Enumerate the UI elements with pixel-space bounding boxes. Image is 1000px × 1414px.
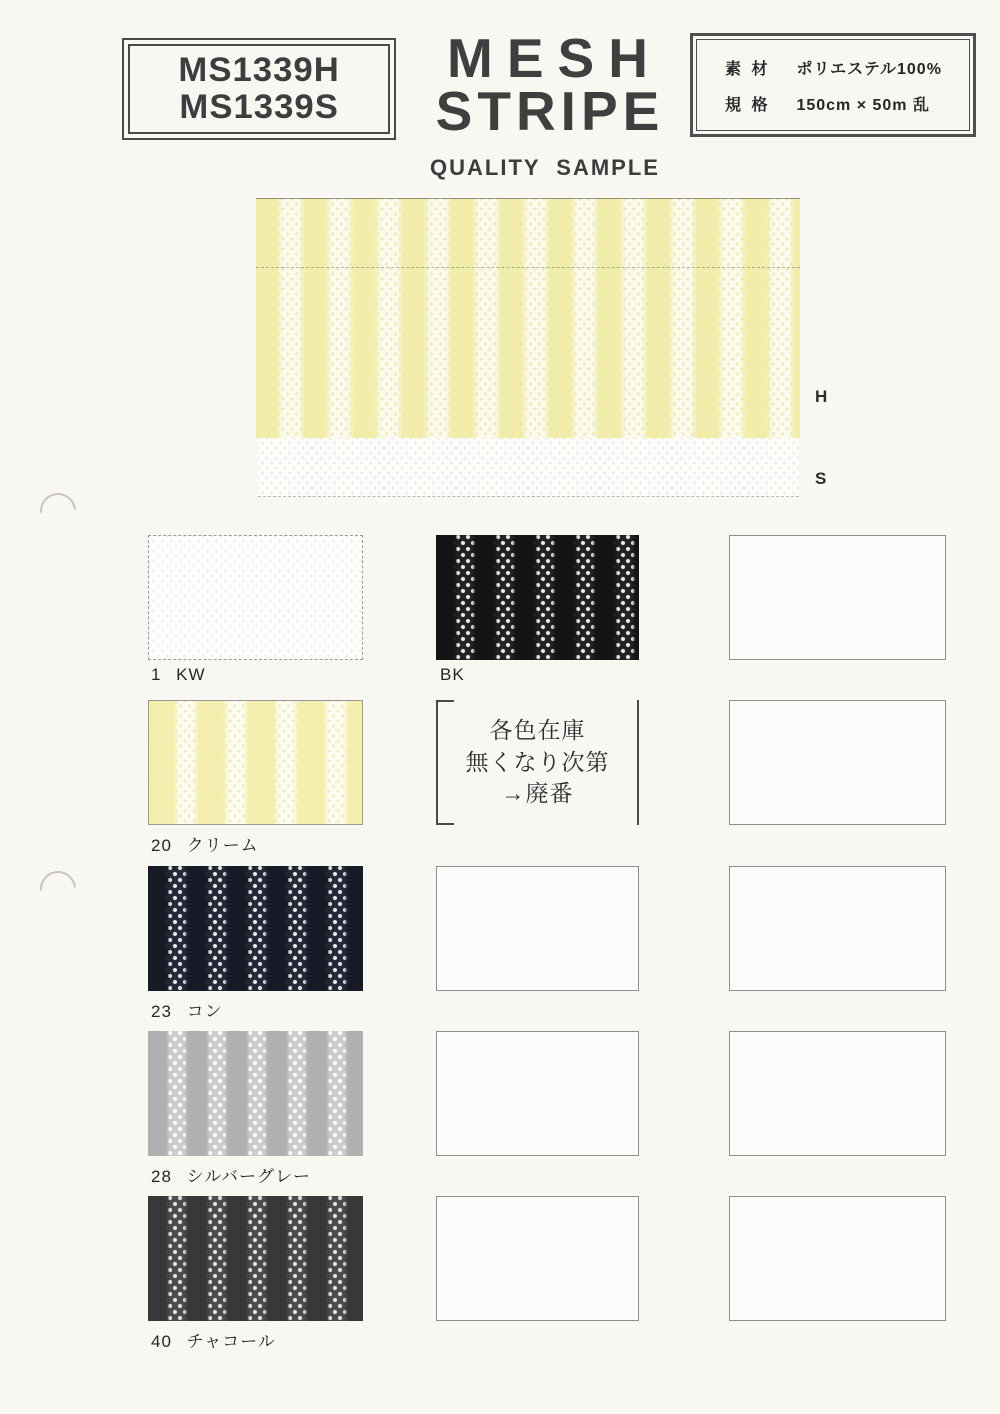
spec-box (690, 33, 976, 137)
main-sample-s-fabric (258, 438, 799, 497)
spec-row-material (725, 56, 969, 79)
empty-sample-box (729, 700, 946, 825)
main-sample-h-fabric (256, 198, 800, 438)
sample-s-label: S (815, 469, 827, 488)
empty-sample-box (436, 1031, 639, 1156)
page-title-line1: MESH (447, 27, 662, 89)
swatch-label-silver-gray: 28 シルバーグレー (151, 1167, 312, 1186)
product-code-h: MS1339H (178, 50, 340, 89)
swatch-bk (436, 535, 639, 660)
product-code-box-inner (128, 44, 390, 134)
spec-material-value: ポリエステル100% (796, 60, 942, 78)
page-title-line2: STRIPE (435, 80, 665, 142)
swatch-label-charcoal: 40 チャコール (151, 1332, 276, 1351)
swatch-label-kw: 1 KW (151, 665, 206, 684)
sample-h-label: H (815, 387, 828, 406)
swatch-cream (148, 700, 363, 825)
empty-sample-box (729, 1031, 946, 1156)
empty-sample-box (436, 1196, 639, 1321)
empty-sample-box (729, 866, 946, 991)
punch-hole-bottom (33, 864, 84, 915)
swatch-kw (148, 535, 363, 660)
swatch-charcoal (148, 1196, 363, 1321)
sample-overlap-edge (256, 267, 800, 268)
notice-line-1: 各色在庫 (489, 716, 586, 743)
discontinuation-notice (436, 700, 639, 825)
page-subtitle: QUALITY SAMPLE (430, 155, 660, 180)
swatch-label-bk: BK (440, 665, 465, 684)
swatch-label-navy: 23 コン (151, 1002, 223, 1021)
spec-material-label: 素 材 (725, 60, 771, 78)
swatch-navy (148, 866, 363, 991)
punch-hole-top (33, 486, 84, 537)
product-code-s: MS1339S (179, 88, 339, 126)
notice-line-2: 無くなり次第 (465, 748, 610, 775)
spec-box-inner (696, 39, 970, 131)
swatch-silver-gray (148, 1031, 363, 1156)
spec-size-value: 150cm × 50m 乱 (796, 96, 930, 114)
empty-sample-box (729, 535, 946, 660)
empty-sample-box (436, 866, 639, 991)
swatch-label-cream: 20 クリーム (151, 836, 259, 855)
notice-line-3: →廃番 (501, 780, 574, 807)
empty-sample-box (729, 1196, 946, 1321)
spec-row-size (725, 92, 969, 115)
page-title (405, 27, 690, 142)
product-code-box (122, 38, 396, 140)
spec-size-label: 規 格 (725, 96, 771, 114)
